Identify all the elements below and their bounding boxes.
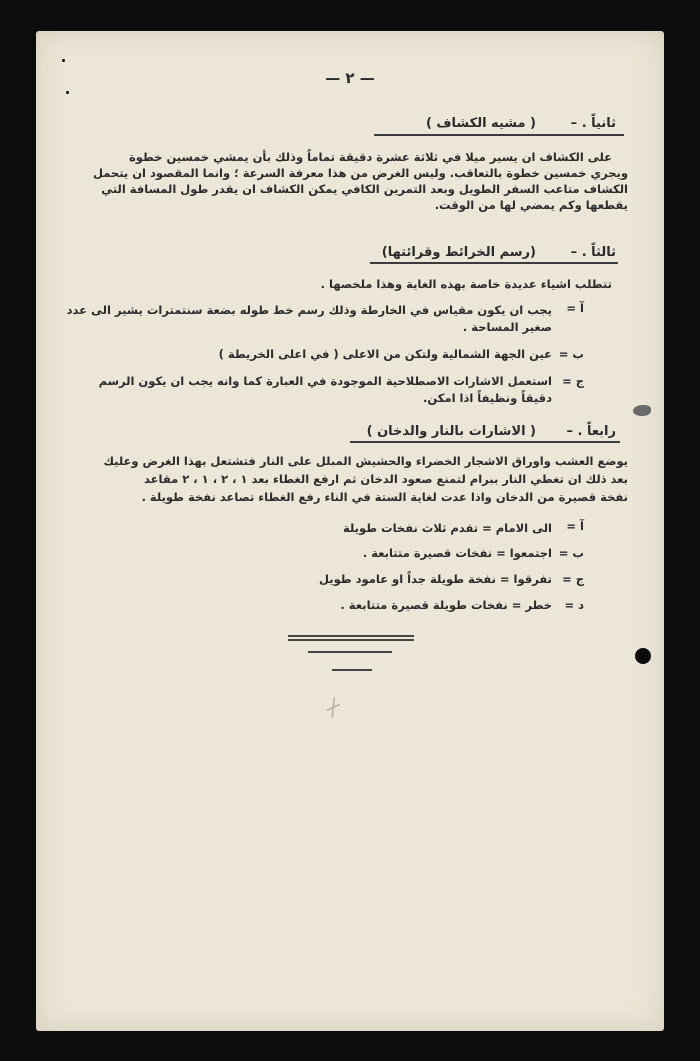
- pencil-mark: ⌿: [320, 691, 348, 725]
- punch-hole: [635, 648, 651, 664]
- paragraph-line: يوضع العشب واوراق الاشجار الخضراء والحشيش المبلل على النار فتشتعل بهذا الغرض وعليك: [103, 454, 628, 468]
- section-label-second: ثانياً . –: [570, 116, 616, 131]
- paragraph-line: يقطعها وكم يمضي لها من الوقت.: [434, 198, 628, 212]
- closing-rule: [288, 639, 414, 641]
- document-page: [36, 31, 664, 1031]
- paper-speck: [66, 91, 69, 94]
- list-item-text: الى الامام = تقدم ثلاث نفخات طويلة: [343, 521, 552, 535]
- heading-underline: [370, 262, 618, 264]
- list-item-letter: آ =: [566, 519, 584, 533]
- list-item-text: صغير المساحة .: [462, 320, 552, 334]
- list-item-text: استعمل الاشارات الاصطلاحية الموجودة في العبارة كما وانه يجب ان يكون الرسم: [98, 374, 552, 388]
- heading-underline: [350, 441, 620, 443]
- section-label-third: ثالثاً . –: [570, 245, 616, 260]
- page-number: — ٢ —: [325, 69, 375, 87]
- paragraph-line: ويجري خمسين خطوة بالتعاقب. وليس الغرض من هذا معرفة السرعة ؛ وانما المقصود ان يتحمل: [92, 166, 628, 180]
- paragraph-line: نفخة قصيرة من الدخان واذا عدت لغاية الستة في الناء رفع الغطاء تصاعد نفخة طويلة .: [141, 490, 628, 504]
- paper-speck: [62, 59, 65, 62]
- closing-rule: [308, 651, 392, 653]
- list-item-text: يجب ان يكون مقياس في الخارطة وذلك رسم خط طوله بضعة سنتمترات يشير الى عدد: [66, 303, 552, 317]
- heading-underline: [374, 134, 624, 136]
- section-title-fourth: ( الاشارات بالنار والدخان ): [366, 424, 536, 439]
- list-item-letter: آ =: [566, 301, 584, 315]
- list-item-text: دقيقاً ونظيفاً اذا امكن.: [423, 391, 552, 405]
- paper-blemish: [633, 405, 651, 416]
- closing-rule: [332, 669, 372, 671]
- section-label-fourth: رابعاً . –: [566, 424, 616, 439]
- list-item-text: عين الجهة الشمالية ولتكن من الاعلى ( في اعلى الخريطة ): [218, 347, 552, 361]
- list-item-text: اجتمعوا = نفخات قصيرة متتابعة .: [362, 546, 552, 560]
- closing-rule: [288, 635, 414, 637]
- paragraph-line: بعد ذلك ان تغطي النار ببرام لتمنع صعود الدخان ثم ارفع الغطاء بعد ١ ، ٢ ، ١ ، ٢ مقاعد: [144, 472, 628, 486]
- section-intro: تتطلب اشياء عديدة خاصة بهذه الغاية وهذا ملخصها .: [320, 277, 612, 291]
- section-title-second: ( مشيه الكشاف ): [425, 116, 536, 131]
- list-item-letter: ج =: [562, 374, 584, 388]
- paragraph-line: على الكشاف ان يسير ميلا في ثلاثة عشرة دقيقة تماماً وذلك بأن يمشي خمسين خطوة: [128, 150, 612, 164]
- list-item-letter: ج =: [562, 572, 584, 586]
- list-item-letter: د =: [564, 598, 584, 612]
- list-item-letter: ب =: [558, 347, 584, 361]
- section-title-third: (رسم الخرائط وقرائتها): [381, 245, 536, 260]
- list-item-text: تفرقوا = نفخة طويلة جداً او عامود طويل: [319, 572, 552, 586]
- paragraph-line: الكشاف متاعب السفر الطويل وبعد التمرين الكافي يمكن الكشاف ان يقدر طول المسافة التي: [101, 182, 628, 196]
- list-item-text: خطر = نفخات طويلة قصيرة متتابعة .: [340, 598, 552, 612]
- list-item-letter: ب =: [558, 546, 584, 560]
